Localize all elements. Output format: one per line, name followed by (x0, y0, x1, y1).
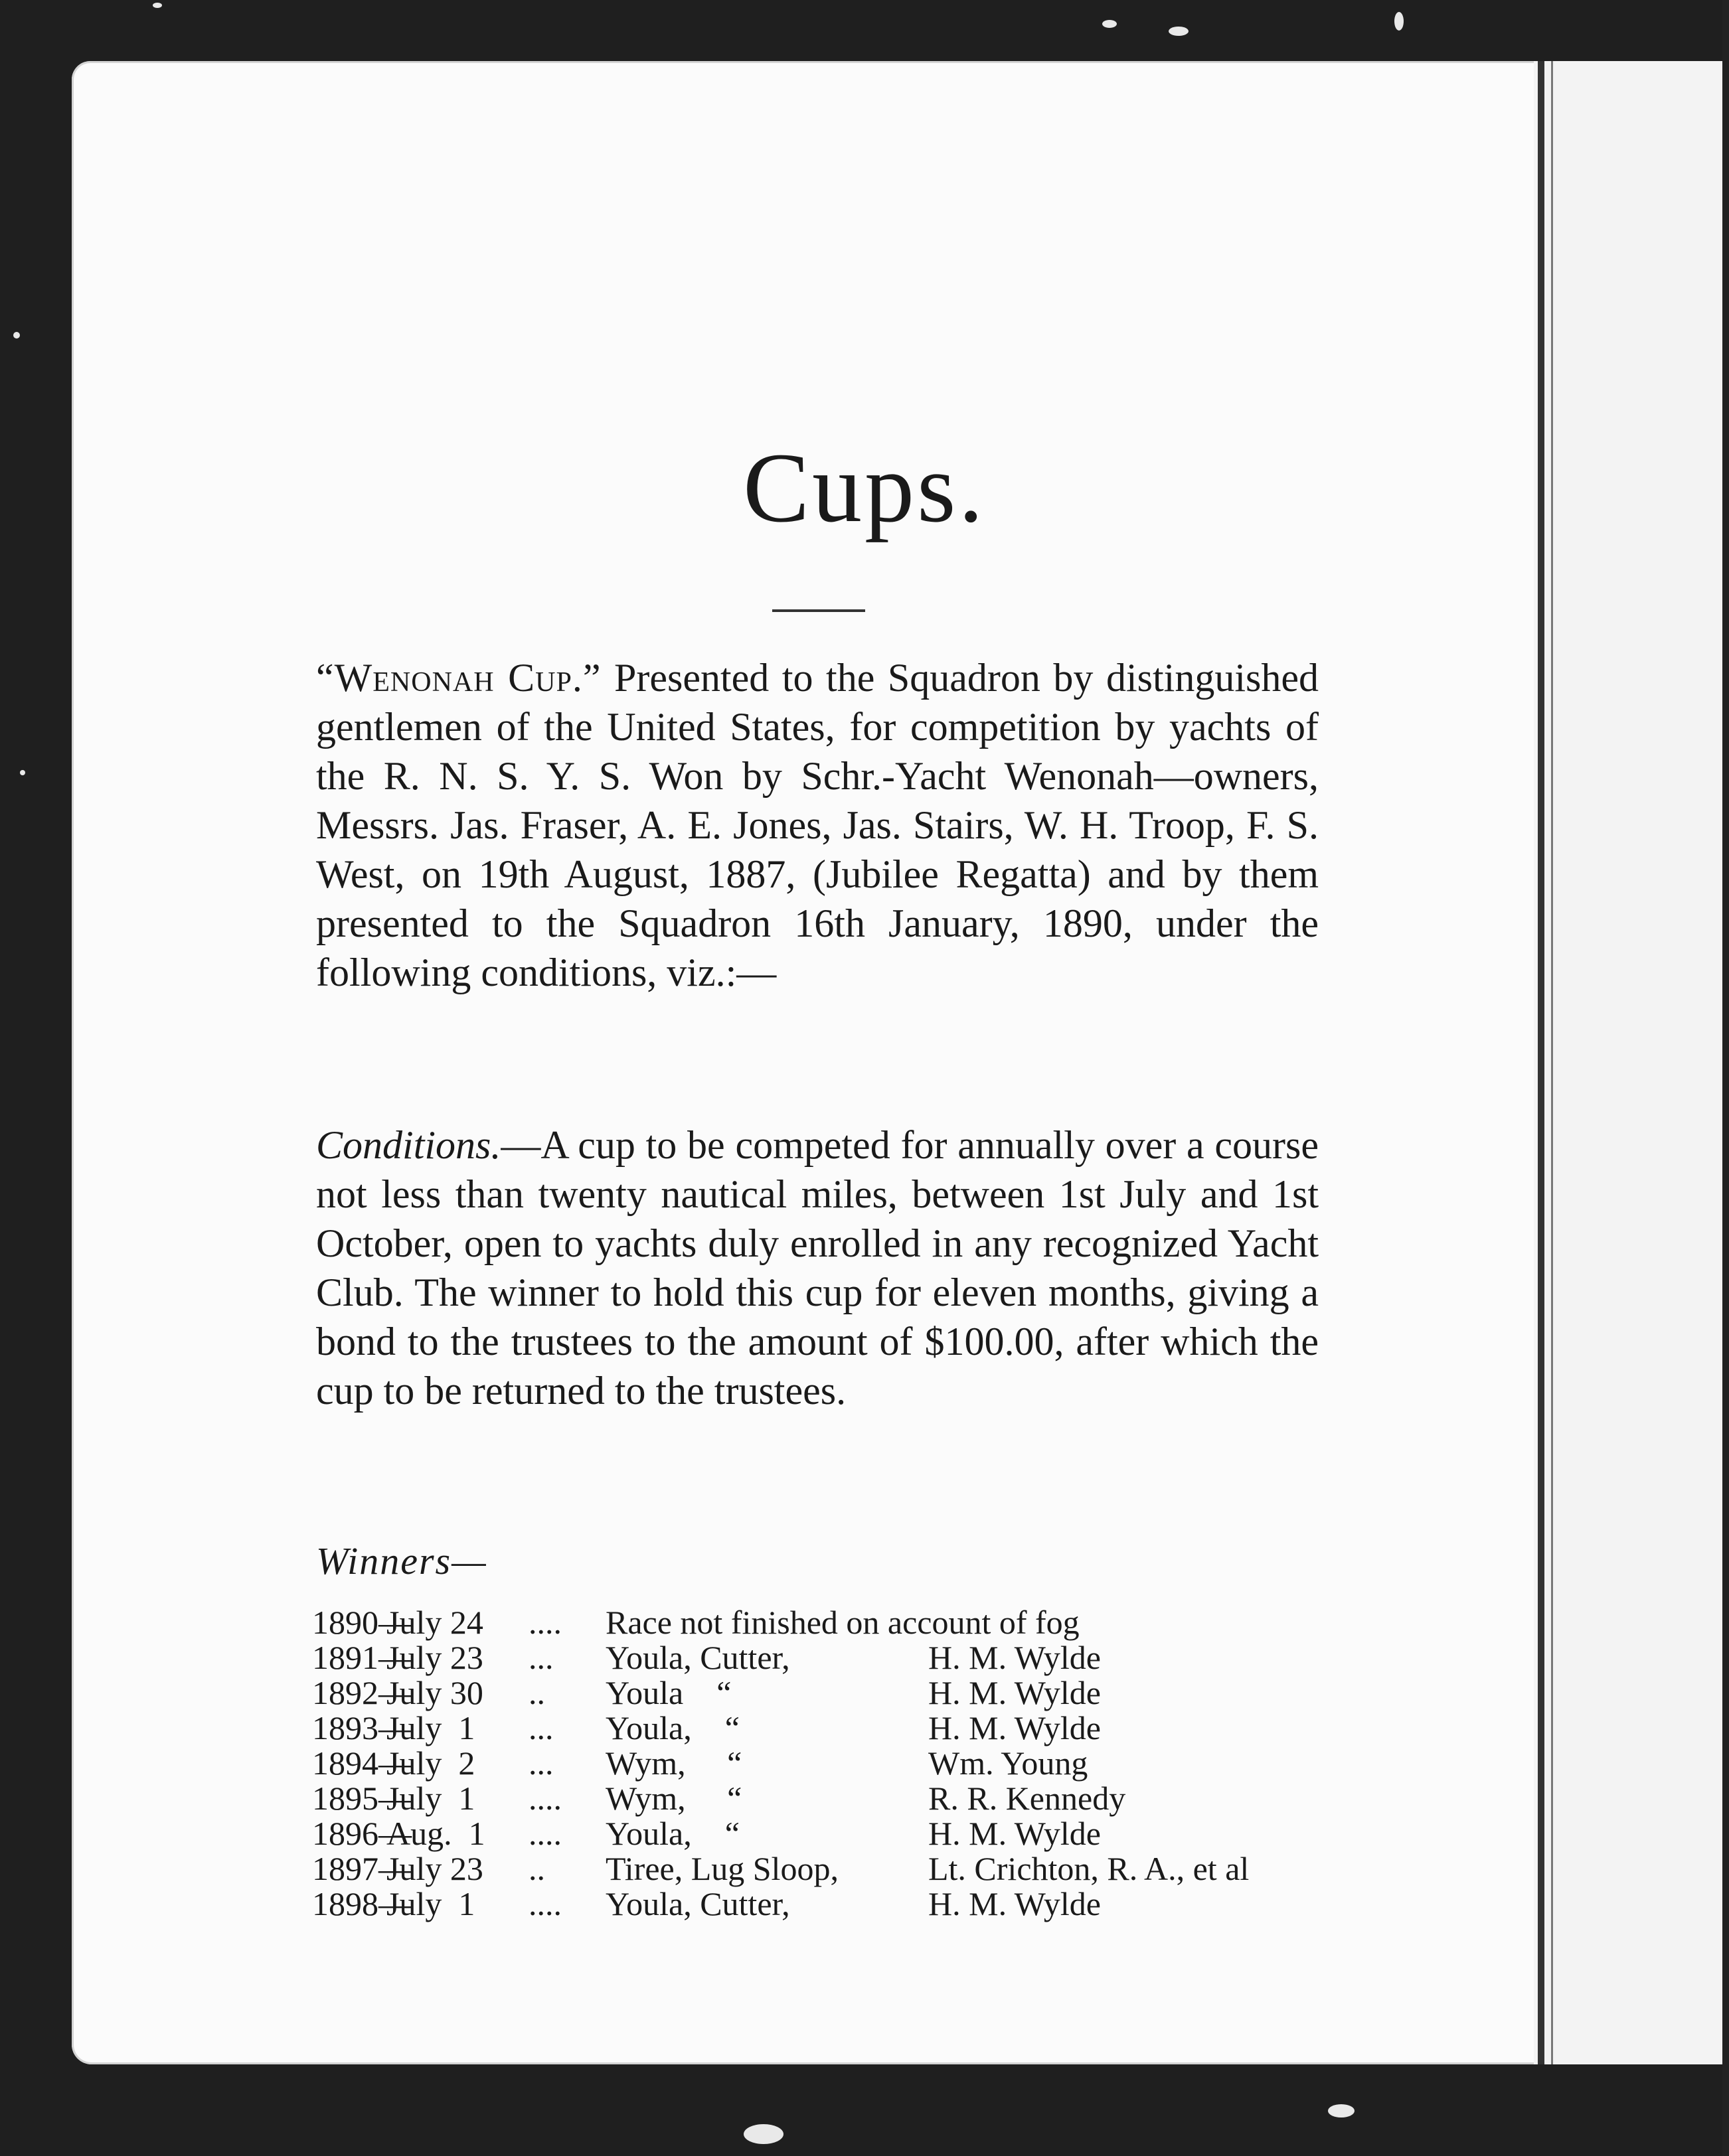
winner-leader-dots: .. (529, 1850, 545, 1887)
winner-row (312, 1781, 1321, 1816)
winner-date: July 23 (386, 1639, 483, 1676)
winner-date: July 23 (386, 1850, 483, 1887)
cup-description-text: Presented to the Squadron by distinguished gentlemen of the United States, for competition by yachts of the R. N. S. Y. S. Won by Schr.-Yacht Wenonah—owners, Messrs. Jas. Fraser, A. E. Jones, Jas. Stairs, W. H. Troop, F. S. West, on 19th August, 1887, (Jubilee Regatta) and by them presented to the Squadron 16th January, 1890, under the following conditions, viz.:— (316, 656, 1319, 994)
winner-yacht: Youla, Cutter, (606, 1639, 790, 1676)
winner-date: Aug. 1 (386, 1815, 485, 1852)
cup-description-paragraph (316, 653, 1319, 997)
winner-leader-dots: .... (529, 1780, 562, 1817)
winner-owner: H. M. Wylde (928, 1674, 1101, 1711)
winner-owner: Lt. Crichton, R. A., et al (928, 1850, 1250, 1887)
conditions-paragraph (316, 1120, 1319, 1415)
winner-yacht: Youla, Cutter, (606, 1885, 790, 1922)
winner-year: 1894— (312, 1744, 412, 1782)
winner-note: Race not finished on account of fog (606, 1604, 1080, 1641)
winner-row (312, 1675, 1321, 1711)
winner-year: 1897— (312, 1850, 412, 1887)
winner-year: 1892— (312, 1674, 412, 1711)
winner-owner: H. M. Wylde (928, 1885, 1101, 1922)
winner-row (312, 1711, 1321, 1746)
winner-yacht: Tiree, Lug Sloop, (606, 1850, 839, 1887)
winner-date: July 30 (386, 1674, 483, 1711)
winner-row (312, 1640, 1321, 1675)
winner-date: July 1 (386, 1780, 475, 1817)
winner-row (312, 1605, 1321, 1640)
winner-year: 1898— (312, 1885, 412, 1922)
cup-name: “Wenonah Cup.” (316, 656, 602, 700)
winner-leader-dots: .... (529, 1604, 562, 1641)
winner-leader-dots: ... (529, 1744, 554, 1782)
winner-date: July 1 (386, 1885, 475, 1922)
winners-list (312, 1605, 1321, 1922)
winner-leader-dots: ... (529, 1709, 554, 1746)
winner-row (312, 1887, 1321, 1922)
winner-row (312, 1746, 1321, 1781)
winner-yacht: Youla, “ (606, 1709, 740, 1746)
page-gutter-shadow (1551, 61, 1553, 2064)
winner-date: July 1 (386, 1709, 475, 1746)
winner-yacht: Youla, “ (606, 1815, 740, 1852)
page-title: Cups. (743, 433, 986, 543)
winner-leader-dots: .... (529, 1815, 562, 1852)
winner-owner: Wm. Young (928, 1744, 1088, 1782)
winner-yacht: Youla “ (606, 1674, 732, 1711)
winner-year: 1896— (312, 1815, 412, 1852)
winner-date: July 24 (386, 1604, 483, 1641)
winner-row (312, 1816, 1321, 1851)
winner-date: July 2 (386, 1744, 475, 1782)
page-gutter (1538, 61, 1544, 2064)
winners-heading: Winners— (316, 1539, 487, 1582)
winner-leader-dots: .. (529, 1674, 545, 1711)
conditions-label: Conditions. (316, 1123, 501, 1167)
conditions-text: —A cup to be competed for annually over a course not less than twenty nautical miles, between 1st July and 1st October, open to yachts duly enrolled in any recognized Yacht Club. The winner to hold this cup for eleven months, giving a bond to the trustees to the amount of $100.00, after which the cup to be returned to the trustees. (316, 1123, 1319, 1413)
winner-owner: H. M. Wylde (928, 1639, 1101, 1676)
winner-leader-dots: .... (529, 1885, 562, 1922)
winner-yacht: Wym, “ (606, 1780, 742, 1817)
title-rule (772, 609, 865, 612)
winner-owner: H. M. Wylde (928, 1709, 1101, 1746)
winner-yacht: Wym, “ (606, 1744, 742, 1782)
winner-owner: H. M. Wylde (928, 1815, 1101, 1852)
winner-row (312, 1851, 1321, 1887)
winner-leader-dots: ... (529, 1639, 554, 1676)
winner-owner: R. R. Kennedy (928, 1780, 1126, 1817)
facing-page-edge (1534, 61, 1729, 2064)
winner-year: 1893— (312, 1709, 412, 1746)
winner-year: 1891— (312, 1639, 412, 1676)
winner-year: 1895— (312, 1780, 412, 1817)
scan-border (1722, 0, 1729, 2156)
winner-year: 1890— (312, 1604, 412, 1641)
